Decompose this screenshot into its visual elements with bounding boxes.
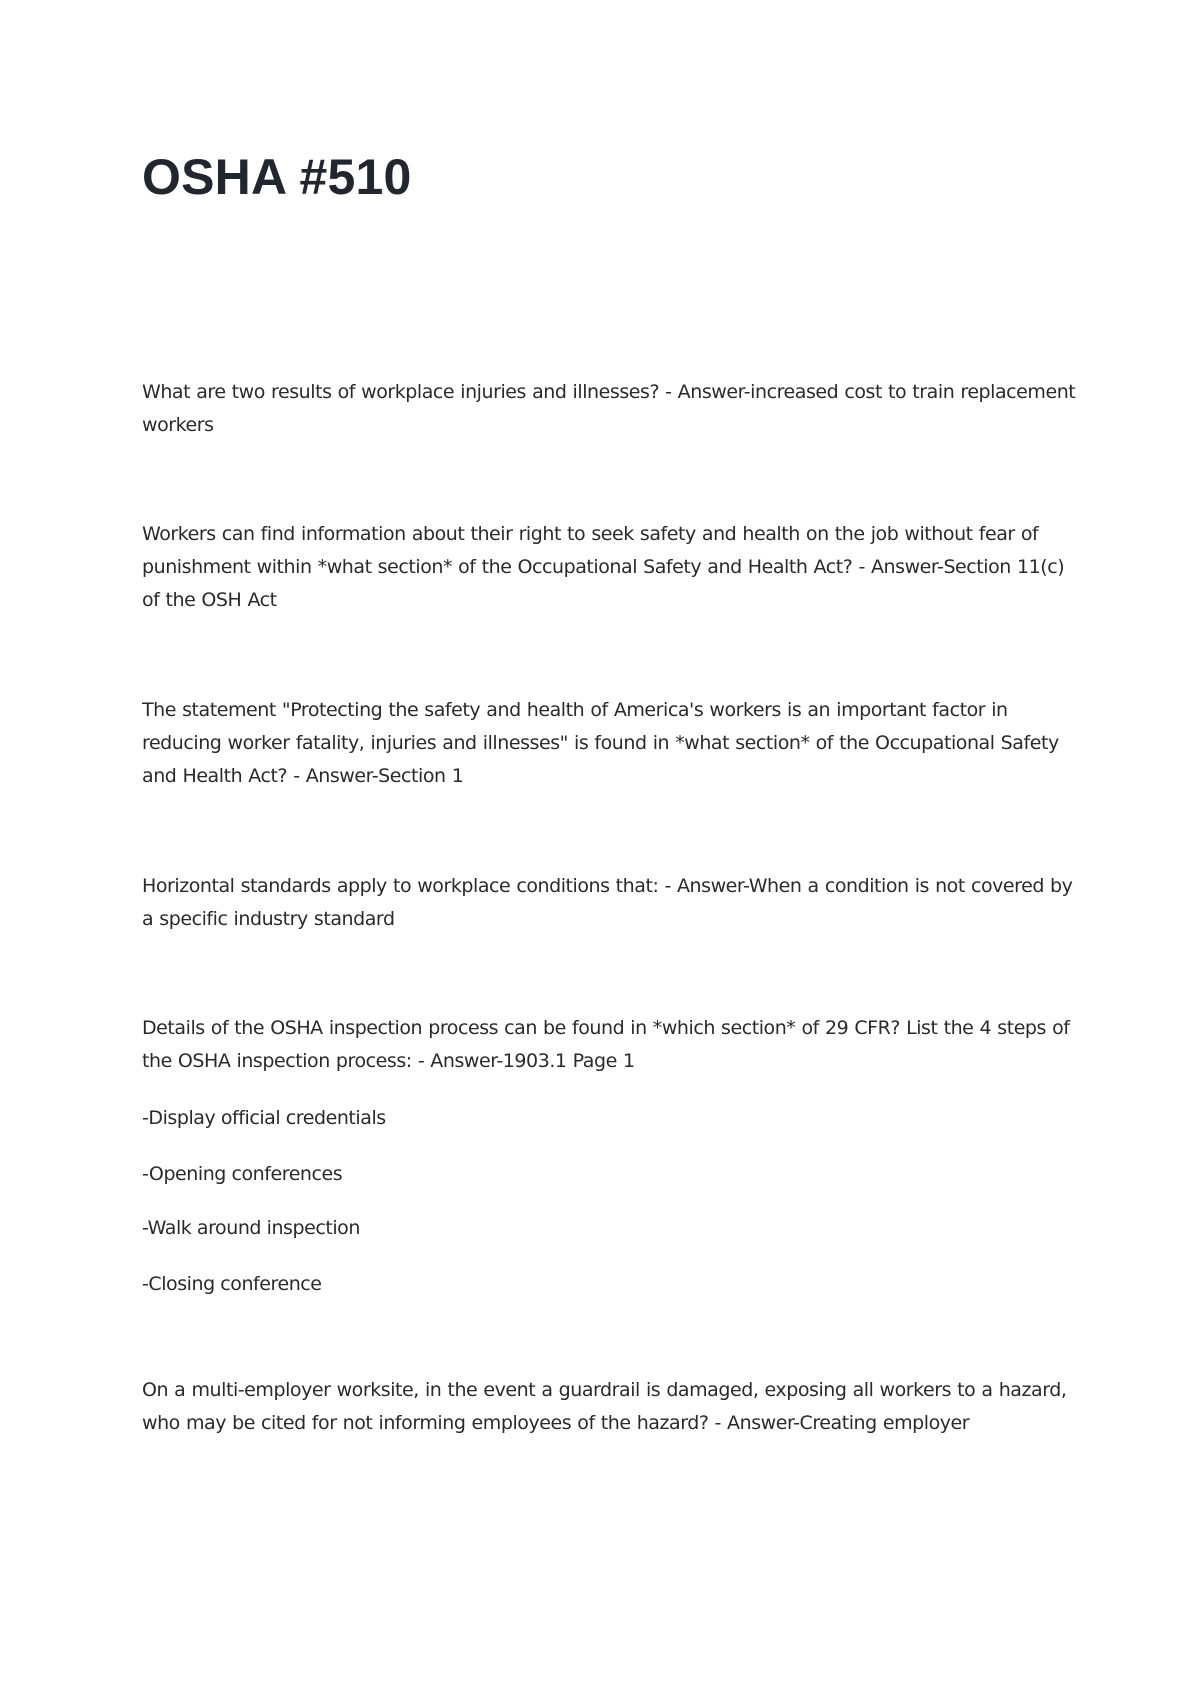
qa-item: On a multi-employer worksite, in the event a guardrail is damaged, exposing all workers to a hazard, who may be cited for not informing employees of the hazard? - Answer-Creating employer <box>142 1379 1067 1434</box>
qa-item: The statement "Protecting the safety and health of America's workers is an important factor in reducing worker fatality, injuries and illnesses" is found in *what section* of the Occupational Safety and Health Act? - Answer-Section 1 <box>142 699 1059 787</box>
qa-item: Details of the OSHA inspection process can be found in *which section* of 29 CFR? List the 4 steps of the OSHA inspection process: - Answer-1903.1 Page 1 <box>142 1017 1070 1072</box>
qa-item: What are two results of workplace injuries and illnesses? - Answer-increased cost to train replacement workers <box>142 381 1076 436</box>
inspection-step: -Display official credentials <box>142 1107 386 1129</box>
inspection-step: -Opening conferences <box>142 1163 343 1185</box>
inspection-step: -Closing conference <box>142 1273 322 1295</box>
page-title: OSHA #510 <box>142 149 412 205</box>
inspection-step: -Walk around inspection <box>142 1217 360 1239</box>
qa-item: Horizontal standards apply to workplace conditions that: - Answer-When a condition is not covered by a specific industry standard <box>142 875 1073 930</box>
qa-item: Workers can find information about their right to seek safety and health on the job without fear of punishment within *what section* of the Occupational Safety and Health Act? - Answer-Section 11(c) of the OSH Act <box>142 523 1065 611</box>
